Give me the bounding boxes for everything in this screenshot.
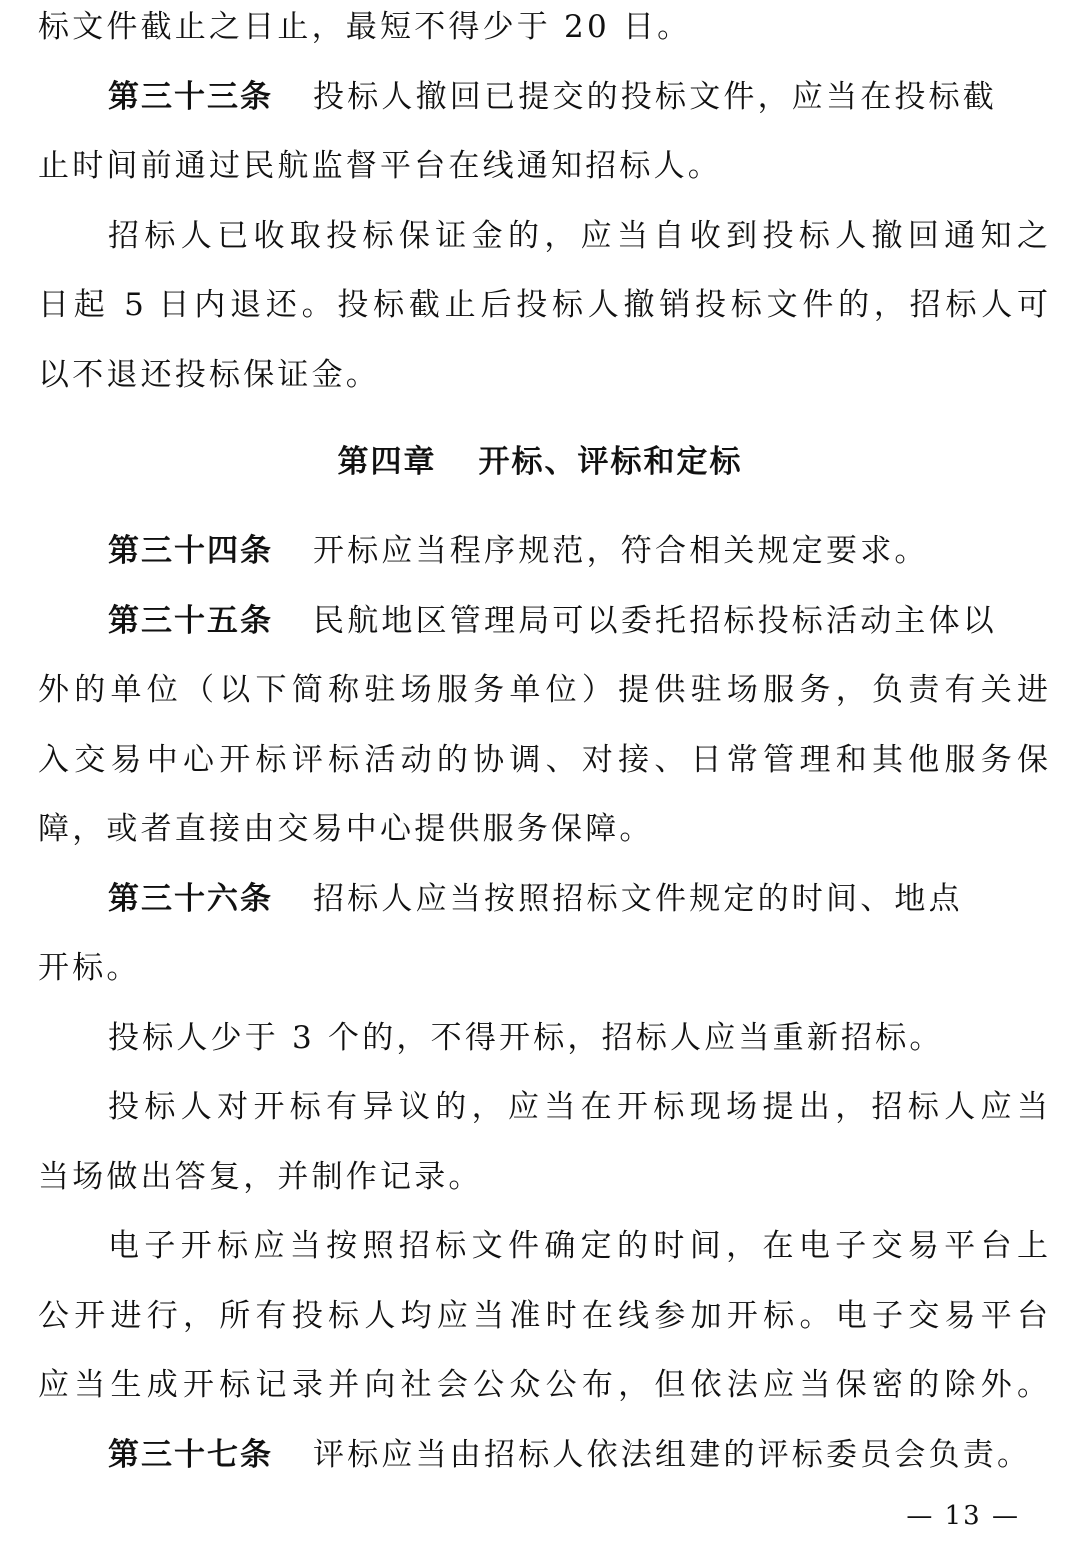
line-text: 当场做出答复，并制作记录。 [38, 1159, 483, 1195]
line-text: 以不退还投标保证金。 [38, 357, 380, 393]
article-34-heading-line [108, 528, 1048, 574]
line-text: 投标人少于 3 个的，不得开标，招标人应当重新招标。 [108, 1020, 944, 1056]
article-number: 第三十七条 [108, 1437, 273, 1473]
line-text: 障，或者直接由交易中心提供服务保障。 [38, 811, 654, 847]
chapter-title: 开标、评标和定标 [478, 444, 743, 480]
chapter-heading [0, 439, 1080, 485]
chapter-number: 第四章 [337, 444, 437, 480]
text-line [108, 1015, 1048, 1061]
text-line: 应当生成开标记录并向社会公众公布，但依法应当保密的除外。 [38, 1367, 1048, 1403]
text-line [38, 143, 1048, 189]
text-line: 投标人对开标有异议的，应当在开标现场提出，招标人应当 [108, 1089, 1048, 1125]
text-line: 电子开标应当按照招标文件确定的时间，在电子交易平台上 [108, 1228, 1048, 1264]
line-text: 开标。 [38, 950, 141, 986]
article-number: 第三十六条 [108, 881, 273, 917]
article-36-heading-line [108, 876, 1048, 922]
article-37-heading-line [108, 1432, 1048, 1478]
line-text: 投标人撤回已提交的投标文件，应当在投标截 [313, 79, 997, 115]
article-number: 第三十四条 [108, 533, 273, 569]
article-35-heading-line [108, 598, 1048, 644]
line-text: 止时间前通过民航监督平台在线通知招标人。 [38, 148, 722, 184]
text-line [38, 1154, 1048, 1200]
article-number: 第三十三条 [108, 79, 273, 115]
line-text: 标文件截止之日止，最短不得少于 20 日。 [38, 9, 692, 45]
text-line [38, 352, 1048, 398]
text-line: 入交易中心开标评标活动的协调、对接、日常管理和其他服务保 [38, 742, 1048, 778]
text-line [38, 4, 1048, 50]
article-33-heading-line [108, 74, 1048, 120]
line-text: 招标人应当按照招标文件规定的时间、地点 [313, 881, 963, 917]
article-number: 第三十五条 [108, 603, 273, 639]
page-number: — 13 — [906, 1501, 1020, 1531]
text-line: 日起 5 日内退还。投标截止后投标人撤销投标文件的，招标人可 [38, 287, 1048, 323]
text-line: 外的单位（以下简称驻场服务单位）提供驻场服务，负责有关进 [38, 672, 1048, 708]
line-text: 民航地区管理局可以委托招标投标活动主体以 [313, 603, 997, 639]
text-line [38, 806, 1048, 852]
text-line [38, 945, 1048, 991]
text-line: 招标人已收取投标保证金的，应当自收到投标人撤回通知之 [108, 218, 1048, 254]
line-text: 开标应当程序规范，符合相关规定要求。 [313, 533, 929, 569]
line-text: 评标应当由招标人依法组建的评标委员会负责。 [313, 1437, 1032, 1473]
text-line: 公开进行，所有投标人均应当准时在线参加开标。电子交易平台 [38, 1298, 1048, 1334]
